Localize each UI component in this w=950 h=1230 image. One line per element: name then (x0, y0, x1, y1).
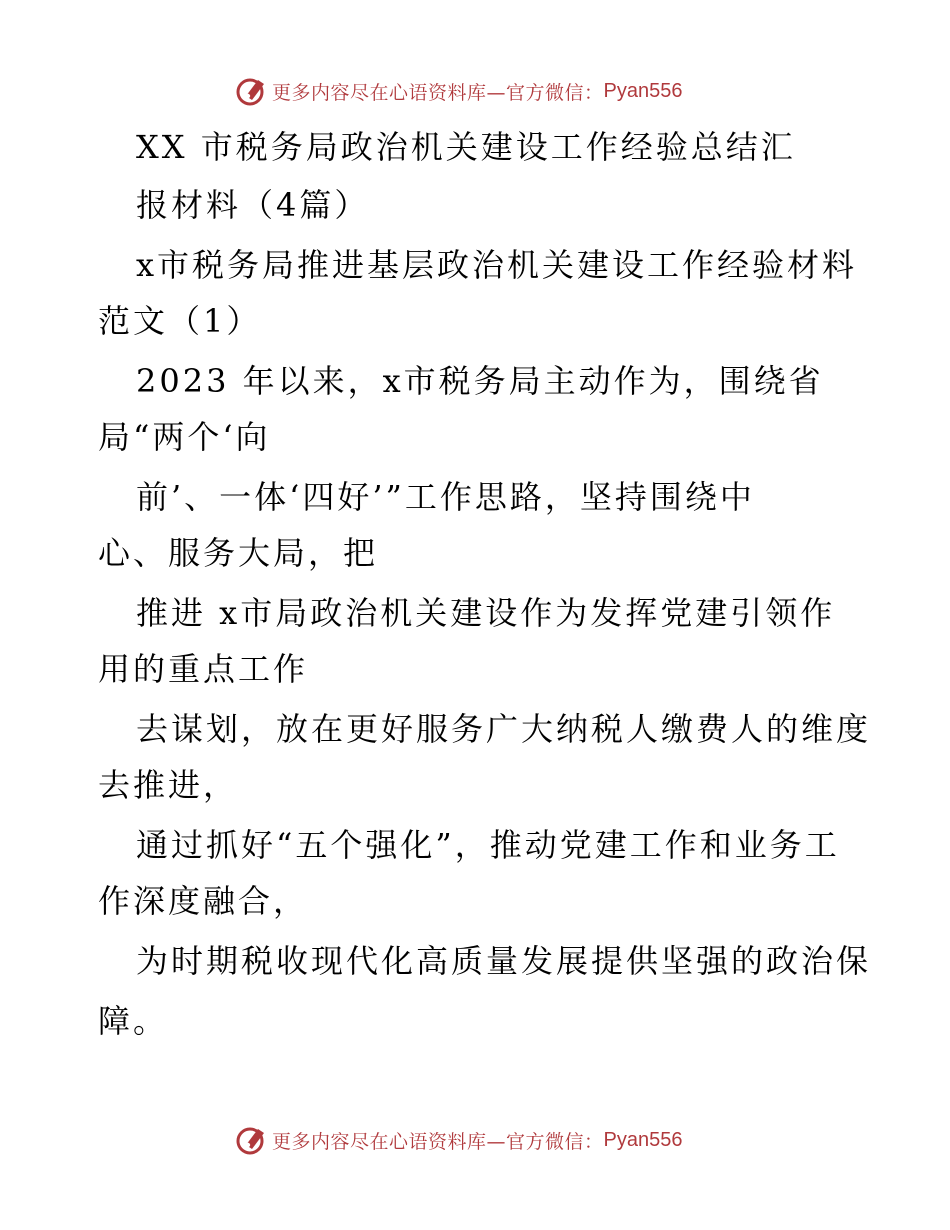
document-title-line-1: XX 市税务局政治机关建设工作经验总结汇 (136, 128, 796, 166)
pen-nib-logo-icon (234, 1123, 268, 1157)
document-title-line-2: 报材料（4篇） (136, 186, 370, 224)
paragraph-line: 通过抓好“五个强化”，推动党建工作和业务工 (136, 826, 840, 864)
paragraph-line: 2023 年以来，x市税务局主动作为，围绕省 (136, 362, 824, 400)
paragraph-line: 为时期税收现代化高质量发展提供坚强的政治保 (136, 942, 872, 980)
paragraph-line: 用的重点工作 (98, 650, 309, 688)
paragraph-line: 去谋划，放在更好服务广大纳税人缴费人的维度 (136, 710, 872, 748)
paragraph-line: 去推进， (98, 766, 239, 804)
document-subtitle-line-2: 范文（1） (98, 302, 262, 340)
watermark-text: 更多内容尽在心语资料库—官方微信： (272, 1130, 604, 1153)
footer-watermark (234, 1120, 682, 1160)
paragraph-line: 作深度融合， (98, 882, 309, 920)
document-subtitle-line-1: x市税务局推进基层政治机关建设工作经验材料 (136, 246, 858, 284)
paragraph-line: 前’、一体‘四好’”工作思路，坚持围绕中 (136, 478, 755, 516)
paragraph-line: 局“两个‘向 (98, 418, 271, 456)
watermark-text: 更多内容尽在心语资料库—官方微信： (272, 81, 604, 104)
paragraph-line: 推进 x市局政治机关建设作为发挥党建引领作 (136, 594, 836, 632)
header-watermark (234, 71, 682, 111)
pen-nib-logo-icon (234, 74, 268, 108)
watermark-wechat-id: Pyan556 (603, 1128, 683, 1151)
paragraph-line: 心、服务大局，把 (98, 534, 379, 572)
paragraph-line: 障。 (98, 1002, 169, 1040)
watermark-wechat-id: Pyan556 (603, 79, 683, 102)
